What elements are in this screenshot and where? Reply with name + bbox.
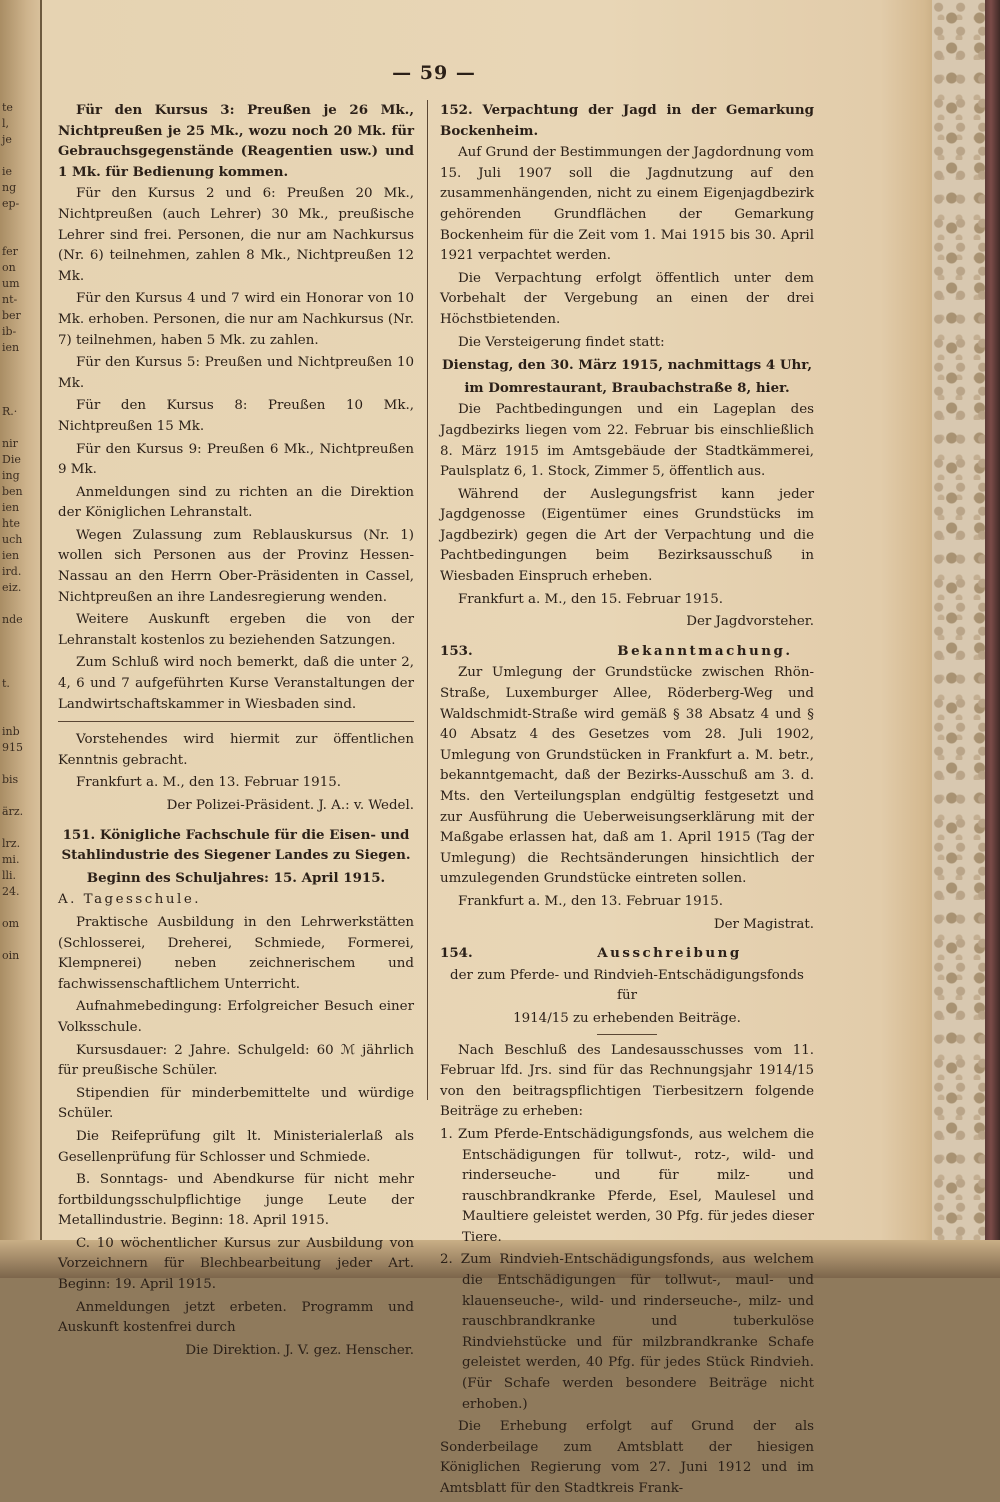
margin-fragment: je	[2, 133, 12, 146]
margin-fragment	[2, 596, 36, 612]
margin-fragment: ien	[2, 501, 20, 514]
margin-fragment: hte	[2, 517, 21, 530]
margin-fragment	[2, 356, 36, 372]
margin-fragment	[2, 788, 36, 804]
margin-fragment	[2, 900, 36, 916]
notice-154-title-text: Ausschreibung	[597, 945, 742, 962]
closing-note: Zum Schluß wird noch bemerkt, daß die unter 2, 4, 6 und 7 aufgeführten Kurse Veranstaltungen der Landwirtschaftskammer in Wiesbaden sind.	[58, 655, 414, 712]
margin-fragment: inb	[2, 725, 20, 738]
margin-fragment: ien	[2, 549, 20, 562]
margin-fragment: nde	[2, 613, 23, 626]
margin-fragment: ng	[2, 181, 17, 194]
margin-fragment: lli.	[2, 869, 17, 882]
margin-fragment: l,	[2, 117, 10, 130]
page-number: — 59 —	[392, 62, 476, 84]
column-divider	[427, 100, 428, 1100]
place-date-153: Frankfurt a. M., den 13. Februar 1915.	[458, 893, 723, 909]
sunday-evening-courses: B. Sonntags- und Abendkurse für nicht mehr fortbildungsschulpflichtige junge Leute der Metallindustrie. Beginn: 18. April 1915.	[58, 1172, 414, 1229]
horse-fund-item: 1. Zum Pferde-Entschädigungsfonds, aus welchem die Entschädigungen für tollwut-, rotz-, wild- und rinderseuche- und für milz- und rauschbrandkranke Pferde, Esel, Maulesel und Maultiere geleistet werden, 30 Pfg. für jedes dieser Tiere.	[440, 1126, 814, 1245]
margin-fragment	[2, 660, 36, 676]
notice-154-number: 154.	[440, 945, 473, 962]
margin-fragment: t.	[2, 677, 10, 690]
signature-hunting-board: Der Jagdvorsteher.	[686, 614, 814, 630]
course-duration: Kursusdauer: 2 Jahre. Schulgeld: 60 ℳ jährlich für preußische Schüler.	[58, 1042, 414, 1079]
margin-fragment	[2, 932, 36, 948]
hunting-lease-reservation: Die Verpachtung erfolgt öffentlich unter dem Vorbehalt der Vergebung an einen der drei Höchstbietenden.	[440, 270, 814, 327]
margin-fragment: ing	[2, 469, 20, 482]
hunting-lease-basis: Auf Grund der Bestimmungen der Jagdordnung vom 15. Juli 1907 soll die Jagdnutzung auf den zusammenhängenden, nicht zu einem Eigenjagdbezirk gehörenden Grundflächen der Gemarkung Bockenheim für die Zeit vom 1. Mai 1915 bis 30. April 1921 verpachtet werden.	[440, 145, 814, 264]
margin-fragment: ien	[2, 341, 20, 354]
margin-fragment	[2, 756, 36, 772]
margin-fragment	[2, 228, 36, 244]
margin-fragment	[2, 692, 36, 708]
left-margin-fragments	[2, 100, 36, 964]
margin-fragment	[2, 420, 36, 436]
lease-conditions: Die Pachtbedingungen und ein Lageplan des Jagdbezirks liegen vom 22. Februar bis einschließlich 8. März 1915 im Amtsgebäude der Stadtkämmerei, Paulsplatz 6, 1. Stock, Zimmer 5, öffentlich aus.	[440, 402, 814, 480]
fee-kurs-5: Für den Kursus 5: Preußen und Nichtpreußen 10 Mk.	[58, 355, 414, 391]
short-rule	[597, 1034, 657, 1035]
admission-note: Wegen Zulassung zum Reblauskursus (Nr. 1) wollen sich Personen aus der Provinz Hessen-Nassau an den Herrn Ober-Präsidenten in Cassel, Nichtpreußen an ihre Landesregierung wenden.	[58, 527, 414, 605]
notice-152-title-text: Verpachtung der Jagd in der Gemarkung Bockenheim.	[440, 102, 814, 139]
registration-request: Anmeldungen jetzt erbeten. Programm und Auskunft kostenfrei durch	[58, 1299, 414, 1336]
place-date: Frankfurt a. M., den 13. Februar 1915.	[76, 775, 341, 791]
scholarships: Stipendien für minderbemittelte und würdige Schüler.	[58, 1085, 414, 1122]
collection-basis: Die Erhebung erfolgt auf Grund der als Sonderbeilage zum Amtsblatt der hiesigen Königlichen Regierung vom 27. Juni 1912 und im Amtsblatt für den Stadtkreis Frank-	[440, 1419, 814, 1496]
day-school-heading: A. Tagesschule.	[58, 892, 202, 908]
margin-fragment: on	[2, 261, 16, 274]
school-year-start: Beginn des Schuljahres: 15. April 1915.	[86, 869, 386, 886]
margin-fragment: fer	[2, 245, 18, 258]
weekly-course: C. 10 wöchentlicher Kursus zur Ausbildung von Vorzeichnern für Blechbearbeitung jeder Art. Beginn: 19. April 1915.	[58, 1235, 414, 1293]
previous-page-edge	[0, 0, 42, 1278]
registration-note: Anmeldungen sind zu richten an die Direktion der Königlichen Lehranstalt.	[58, 484, 414, 521]
margin-fragment	[2, 628, 36, 644]
margin-fragment: ben	[2, 485, 23, 498]
right-column	[440, 100, 814, 1502]
margin-fragment: ber	[2, 309, 21, 322]
margin-fragment: 915	[2, 741, 23, 754]
binding-edge	[985, 0, 1000, 1278]
margin-fragment: nir	[2, 437, 18, 450]
margin-fragment: um	[2, 277, 20, 290]
margin-fragment: uch	[2, 533, 23, 546]
margin-fragment: ird.	[2, 565, 22, 578]
margin-fragment: ie	[2, 165, 13, 178]
objection-period: Während der Auslegungsfrist kann jeder Jagdgenosse (Eigentümer eines Grundstücks im Jagdbezirk) gegen die Art der Verpachtung und die Pachtbedingungen beim Bezirksausschuß in Wiesbaden Einspruch erheben.	[440, 486, 814, 585]
notice-154-subtitle-2: 1914/15 zu erhebenden Beiträge.	[513, 1010, 741, 1026]
margin-fragment	[2, 148, 36, 164]
margin-fragment: ib-	[2, 325, 17, 338]
fee-kurs-3: Für den Kursus 3: Preußen je 26 Mk., Nichtpreußen je 25 Mk., wozu noch 20 Mk. für Gebrauchsgegenstände (Reagentien usw.) und 1 Mk. für Bedienung kommen.	[58, 102, 414, 180]
left-column	[58, 100, 414, 1363]
notice-151-title-text: Königliche Fachschule für die Eisen- und Stahlindustrie des Siegener Landes zu Siegen.	[61, 826, 411, 864]
notice-154-title	[440, 943, 814, 964]
notice-154-subtitle-1: der zum Pferde- und Rindvieh-Entschädigungsfonds für	[450, 967, 804, 1004]
fee-kurs-2-6: Für den Kursus 2 und 6: Preußen 20 Mk., Nichtpreußen (auch Lehrer) 30 Mk., preußische Lehrer sind frei. Personen, die nur am Nachkursus (Nr. 6) teilnehmen, zahlen 8 Mk., Nichtpreußen 12 Mk.	[58, 186, 414, 284]
auction-location: im Domrestaurant, Braubachstraße 8, hier.	[464, 379, 790, 396]
margin-fragment: R.·	[2, 405, 18, 418]
land-consolidation-notice: Zur Umlegung der Grundstücke zwischen Rhön-Straße, Luxemburger Allee, Röderberg-Weg und Waldschmidt-Straße wird gemäß § 38 Absatz 4 und § 40 Absatz 4 des Gesetzes vom 28. Juli 1902, Umlegung von Grundstücken in Frankfurt a. M. betr., bekanntgemacht, daß der Bezirks-Ausschuß am 3. d. Mts. den Verteilungsplan endgültig festgesetzt und zur Ausführung die Ueberweisungserklärung mit der Maßgabe erlassen hat, daß am 1. April 1915 (Tag der Umlegung) die Rechtsänderungen hinsichtlich der umzulegenden Grundstücke eintreten sollen.	[440, 665, 814, 887]
signature-magistrate: Der Magistrat.	[713, 916, 814, 932]
section-rule	[58, 721, 414, 722]
margin-fragment: ep-	[2, 197, 20, 210]
info-note: Weitere Auskunft ergeben die von der Lehranstalt kostenlos zu beziehenden Satzungen.	[58, 612, 414, 648]
margin-fragment	[2, 820, 36, 836]
notice-153-title-text: Bekanntmachung.	[617, 642, 793, 659]
margin-fragment: ärz.	[2, 805, 24, 818]
fee-kurs-9: Für den Kursus 9: Preußen 6 Mk., Nichtpreußen 9 Mk.	[58, 441, 414, 478]
contribution-resolution: Nach Beschluß des Landesausschusses vom 11. Februar lfd. Jrs. sind für das Rechnungsjahr 1914/15 von den beitragspflichtigen Tierbesitzern folgende Beiträge zu erheben:	[440, 1042, 814, 1120]
cattle-fund-item: 2. Zum Rindvieh-Entschädigungsfonds, aus welchem die Entschädigungen für tollwut-, maul- und klauenseuche-, wild- und rinderseuche-, milz- und rauschbrandkranke und tuberkulöse Rindviehstücke und für milzbrandkranke Schafe geleistet werden, 40 Pfg. für jedes Stück Rindvieh. (Für Schafe werden besondere Beiträge nicht erhoben.)	[440, 1252, 814, 1412]
notice-152-number: 152.	[440, 102, 473, 118]
margin-fragment	[2, 708, 36, 724]
margin-fragment: te	[2, 101, 13, 114]
margin-fragment: bis	[2, 773, 19, 786]
notice-153-title	[440, 641, 814, 662]
notice-153-number: 153.	[440, 642, 473, 659]
margin-fragment: Die	[2, 453, 21, 466]
margin-fragment: om	[2, 917, 20, 930]
place-date-152: Frankfurt a. M., den 15. Februar 1915.	[458, 591, 723, 607]
signature-police: Der Polizei-Präsident. J. A.: v. Wedel.	[166, 798, 414, 813]
notice-152-title	[440, 100, 814, 141]
margin-fragment: oin	[2, 949, 20, 962]
signature-direction: Die Direktion. J. V. gez. Henscher.	[185, 1342, 414, 1358]
margin-fragment	[2, 644, 36, 660]
publication-note: Vorstehendes wird hiermit zur öffentlichen Kenntnis gebracht.	[58, 732, 414, 768]
margin-fragment	[2, 212, 36, 228]
margin-fragment: lrz.	[2, 837, 21, 850]
margin-fragment	[2, 388, 36, 404]
fee-kurs-4-7: Für den Kursus 4 und 7 wird ein Honorar von 10 Mk. erhoben. Personen, die nur am Nachkursus (Nr. 7) teilnehmen, haben 5 Mk. zu zahlen.	[58, 291, 414, 348]
notice-151-title	[58, 825, 414, 866]
margin-fragment: mi.	[2, 853, 20, 866]
auction-intro: Die Versteigerung findet statt:	[458, 334, 665, 350]
notice-151-number: 151.	[62, 826, 96, 843]
final-exam: Die Reifeprüfung gilt lt. Ministerialerlaß als Gesellenprüfung für Schlosser und Schmiede.	[58, 1128, 414, 1165]
margin-fragment: eiz.	[2, 581, 22, 594]
practical-training: Praktische Ausbildung in den Lehrwerkstätten (Schlosserei, Dreherei, Schmiede, Formerei, Klempnerei) neben zeichnerischem und fachwissenschaftlichem Unterricht.	[58, 914, 414, 992]
admission-requirement: Aufnahmebedingung: Erfolgreicher Besuch einer Volksschule.	[58, 999, 414, 1035]
auction-date: Dienstag, den 30. März 1915, nachmittags 4 Uhr,	[442, 357, 812, 374]
margin-fragment: 24.	[2, 885, 20, 898]
margin-fragment	[2, 372, 36, 388]
margin-fragment: nt-	[2, 293, 18, 306]
fee-kurs-8: Für den Kursus 8: Preußen 10 Mk., Nichtpreußen 15 Mk.	[58, 398, 414, 434]
